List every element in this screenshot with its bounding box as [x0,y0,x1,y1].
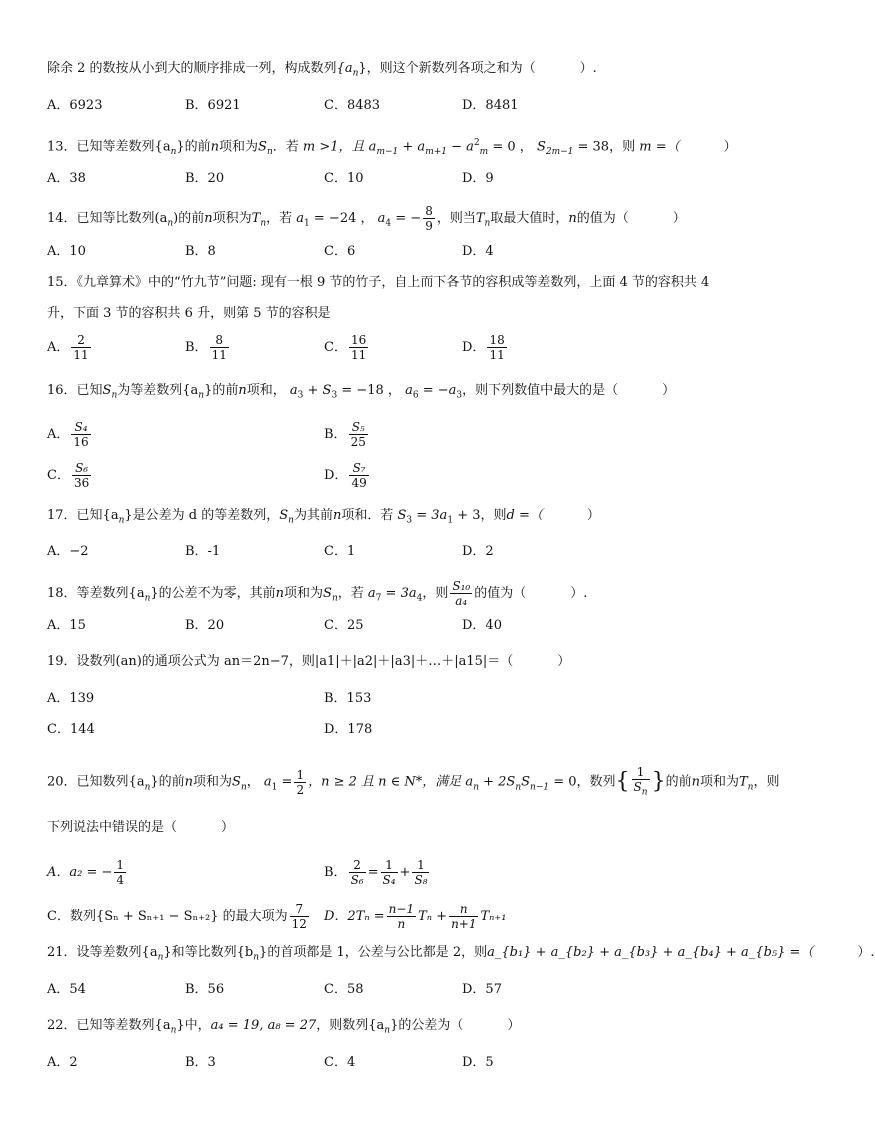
question-14-stem: 14．已知等比数列$(a_n)$的前n项积为$T_n$，若 $a_1 = -24$ ， $a_4$ = − $\frac{8}{9}$ ，则当$T_n$取最大值时，n的值为（ ） [47,204,686,233]
q22-option-d[interactable]: D．5 [462,1055,494,1070]
q14-option-a[interactable]: A．10 [47,244,86,259]
q17-option-a[interactable]: A．−2 [47,544,89,559]
q22-option-b[interactable]: B．3 [185,1055,216,1070]
question-15-line-2: 升，下面 3 节的容积共 6 升，则第 5 节的容积是 [47,306,331,321]
question-17-stem: 17．已知$\{a_n\}$是公差为 d 的等差数列，$S_n$为其前n项和．若 $S_3 = 3a_1 + 3$，则d =（ ） [47,508,600,526]
q16-option-d[interactable]: D． $\frac{\text{S₇}}{49}$ [324,461,367,490]
q22-option-c[interactable]: C．4 [324,1055,356,1070]
question-13-stem: 13．已知等差数列$\{a_n\}$的前n项和为$S_n$．若 m >1，且 $a_{m-1} + a_{m+1} - a^2_m = 0$ ， $S_{2m-1} = 38$，则 m =（ ） [47,138,737,157]
q18-option-d[interactable]: D．40 [462,618,502,633]
q21-option-c[interactable]: C．58 [324,982,364,997]
q19-option-c[interactable]: C．144 [47,722,95,737]
q22-option-a[interactable]: A．2 [47,1055,78,1070]
q17-option-d[interactable]: D．2 [462,544,494,559]
question-15-line-1: 15．《九章算术》中的“竹九节”问题: 现有一根 9 节的竹子，自上而下各节的容积成等差数列，上面 4 节的容积共 4 [47,275,710,290]
q18-option-c[interactable]: C．25 [324,618,364,633]
q12-option-d[interactable]: D．8481 [462,98,519,113]
q18-option-a[interactable]: A．15 [47,618,86,633]
q17-option-c[interactable]: C．1 [324,544,356,559]
question-22-stem: 22．已知等差数列$\{a_n\}$中，a₄ = 19, a₈ = 27，则数列$\{a_n\}$的公差为（ ） [47,1018,521,1036]
q13-option-b[interactable]: B．20 [185,171,225,186]
q16-option-c[interactable]: C． $\frac{\text{S₆}}{36}$ [47,461,90,490]
q14-option-b[interactable]: B．8 [185,244,216,259]
question-19-stem: 19．设数列(an)的通项公式为 an＝2n−7，则|a1|＋|a2|＋|a3|＋…＋|a15|＝（ ） [47,654,571,669]
q20-option-c[interactable]: C．数列{Sₙ + Sₙ₊₁ − Sₙ₊₂} 的最大项为 $\frac{7}{12}$ [47,902,307,931]
q19-option-a[interactable]: A．139 [47,691,95,706]
q15-option-d[interactable]: D． $\frac{18}{11}$ [462,333,505,362]
q16-option-b[interactable]: B． $\frac{\text{S₅}}{25}$ [324,420,366,449]
q17-option-b[interactable]: B．-1 [185,544,221,559]
question-21-stem: 21．设等差数列$\{a_n\}$和等比数列$\{b_n\}$的首项都是 1，公差与公比都是 2，则a_{b₁} + a_{b₂} + a_{b₃} + a_{b₄} + a_{b₅} =（ ）. [47,945,875,963]
q19-option-b[interactable]: B．153 [324,691,372,706]
q15-option-b[interactable]: B． $\frac{8}{11}$ [185,333,227,362]
q21-option-a[interactable]: A．54 [47,982,86,997]
q20-option-d[interactable]: D．2Tₙ = $\frac{n-1}{n}$ Tₙ + $\frac{n}{n+1}$ Tₙ₊₁ [324,902,507,931]
q18-option-b[interactable]: B．20 [185,618,225,633]
q15-option-a[interactable]: A． $\frac{2}{11}$ [47,333,89,362]
question-12-stem: 除余 2 的数按从小到大的顺序排成一列，构成数列$\{a_n\}$，则这个新数列各项之和为（ ）. [47,61,597,79]
q14-option-d[interactable]: D．4 [462,244,494,259]
question-16-stem: 16．已知$S_n$为等差数列$\{a_n\}$的前n项和， $a_3 + S_3 = -18$ ， $a_6 = -a_3$，则下列数值中最大的是（ ） [47,383,676,401]
q13-option-d[interactable]: D．9 [462,171,494,186]
q21-option-b[interactable]: B．56 [185,982,225,997]
q14-option-c[interactable]: C．6 [324,244,356,259]
fraction-8-9: $\frac{8}{9}$ [425,204,433,233]
question-18-stem: 18．等差数列$\{a_n\}$的公差不为零，其前n项和为$S_n$，若 $a_7 = 3a_4$，则 $\frac{\text{S₁₀}}{\text{a₄}}$ 的值为（ ）. [47,579,588,608]
q20-option-b[interactable]: B． $\frac{2}{\text{S₆}}$ = $\frac{1}{\text{S₄}}$ + $\frac{1}{\text{S₈}}$ [324,858,428,887]
q20-option-a[interactable]: A．a₂ = − $\frac{1}{4}$ [47,858,125,887]
question-20-line-2: 下列说法中错误的是（ ） [47,820,235,835]
q21-option-d[interactable]: D．57 [462,982,502,997]
q12-option-a[interactable]: A．6923 [47,98,103,113]
q15-option-c[interactable]: C． $\frac{16}{11}$ [324,333,367,362]
q13-option-a[interactable]: A．38 [47,171,86,186]
q19-option-d[interactable]: D．178 [324,722,373,737]
q12-option-b[interactable]: B．6921 [185,98,241,113]
fraction-s10-a4: $\frac{\text{S₁₀}}{\text{a₄}}$ [452,579,471,608]
question-20-stem: 20．已知数列$\{a_n\}$的前n项和为$S_n$， $a_1$ = $\frac{1}{2}$ ，n ≥ 2 且 n ∈ N*，满足 $a_n + 2S_nS_{n-1} = 0$，数列{ $\frac{1}{S_n}$ }的前n项和为$T_n$，则 [47,765,780,798]
q13-option-c[interactable]: C．10 [324,171,364,186]
q12-option-c[interactable]: C．8483 [324,98,381,113]
q16-option-a[interactable]: A． $\frac{\text{S₄}}{16}$ [47,420,89,449]
